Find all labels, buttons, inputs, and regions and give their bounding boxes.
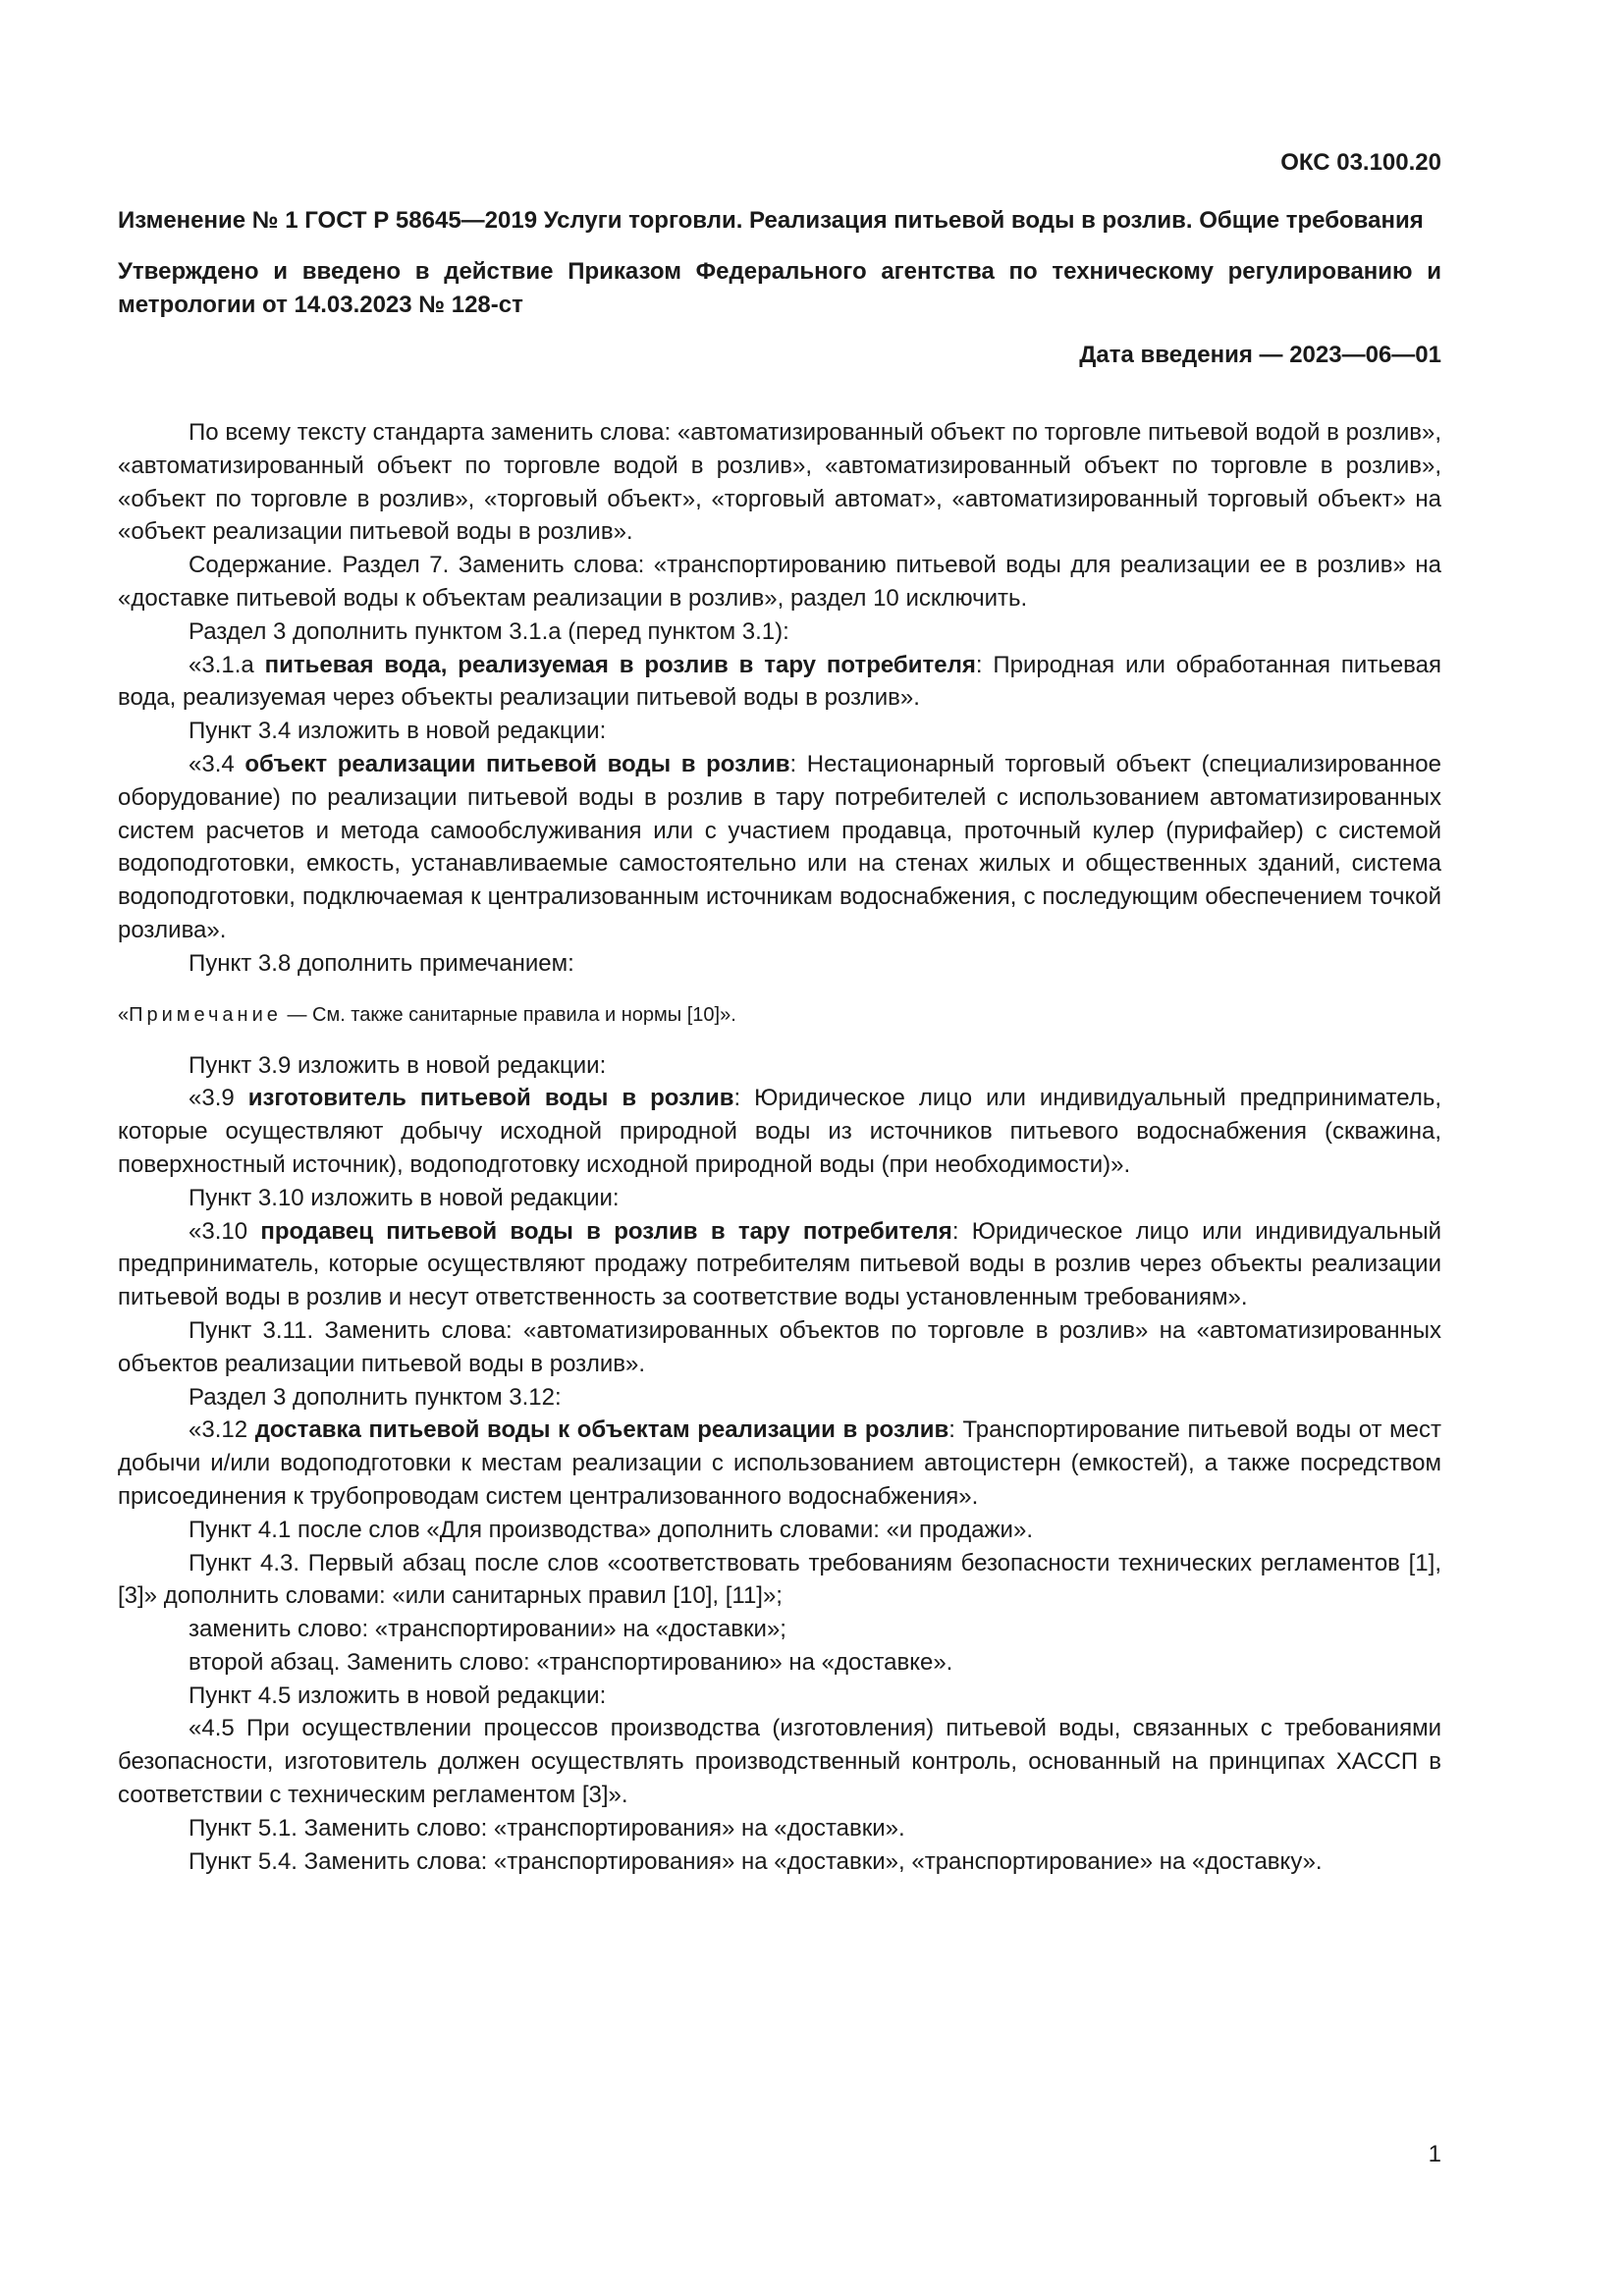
paragraph: Пункт 3.4 изложить в новой редакции: [189,718,607,745]
paragraph: Пункт 5.1. Заменить слово: «транспортирования» на «доставки». [189,1814,905,1842]
term: изготовитель питьевой воды в розлив [247,1085,734,1112]
definition-text: : Транспортирование питьевой воды от мест добычи и/или водоподготовки к местам реализации с использованием автоцистерн (емкостей), а также посредством присоединения к трубопроводам систем централизованного водоснабжения». [118,1416,1441,1510]
note-text: — См. также санитарные правила и нормы [10]». [281,1003,736,1026]
clause-number: «3.10 [189,1217,261,1245]
definition-text: : Нестационарный торговый объект (специализированное оборудование) по реализации питьевой воды в розлив в тару потребителей с использованием автоматизированных систем расчетов и метода самообслуживания или с участием продавца, проточный кулер (пурифайер) с системой водоподготовки, емкость, устанавливаемые самостоятельно или на стенах жилых и общественных зданий, система водоподготовки, подключаемая к централизованным источникам водоснабжения, с последующим обеспечением точкой розлива». [118,750,1441,943]
paragraph: Пункт 4.3. Первый абзац после слов «соответствовать требованиям безопасности технических регламентов [1], [3]» дополнить словами: «или санитарных правил [10], [11]»; [118,1549,1441,1610]
definition-3-4 [118,748,1441,947]
paragraph: Раздел 3 дополнить пунктом 3.12: [189,1383,562,1411]
term: питьевая вода, реализуемая в розлив в тару потребителя [264,651,976,678]
definition-3-1a [118,649,1441,716]
paragraph: Пункт 4.1 после слов «Для производства» дополнить словами: «и продажи». [189,1516,1033,1543]
definition-text: : Юридическое лицо или индивидуальный предприниматель, которые осуществляют продажу потребителям питьевой воды в розлив через объекты реализации питьевой воды в розлив и несут ответственность за соответствие воды установленным требованиям». [118,1217,1442,1311]
clause-number: «3.12 [189,1416,255,1444]
clause-number: «3.4 [189,750,245,777]
paragraph: Пункт 3.9 изложить в новой редакции: [189,1051,607,1079]
definition-3-9 [118,1082,1441,1181]
effective-date: Дата введения — 2023—06—01 [1079,342,1441,368]
clause-number: «3.9 [189,1085,248,1112]
term: объект реализации питьевой воды в розлив [244,750,790,777]
paragraph: Пункт 3.10 изложить в новой редакции: [189,1184,620,1211]
paragraph: «4.5 При осуществлении процессов производства (изготовления) питьевой воды, связанных с требованиями безопасности, изготовитель должен осуществлять производственный контроль, основанный на принципах ХАССП в соответствии с техническим регламентом [3]». [118,1715,1441,1809]
document-page [118,147,1441,1878]
paragraph: Пункт 4.5 изложить в новой редакции: [189,1682,607,1709]
note-label: Примечание [129,1003,282,1026]
document-title: Изменение № 1 ГОСТ Р 58645—2019 Услуги торговли. Реализация питьевой воды в розлив. Общие требования [118,207,1424,234]
paragraph: второй абзац. Заменить слово: «транспортированию» на «доставке». [189,1648,953,1676]
paragraph: Содержание. Раздел 7. Заменить слова: «транспортированию питьевой воды для реализации ее в розлив» на «доставке питьевой воды к объектам реализации в розлив», раздел 10 исключить. [118,552,1441,612]
oks-code: ОКС 03.100.20 [1280,149,1441,176]
paragraph: Пункт 5.4. Заменить слова: «транспортирования» на «доставки», «транспортирование» на «доставку». [189,1847,1323,1875]
paragraph: Пункт 3.8 дополнить примечанием: [189,949,574,977]
term: продавец питьевой воды в розлив в тару потребителя [260,1217,952,1245]
page-number: 1 [1428,2141,1441,2167]
definition-3-10 [118,1215,1441,1314]
definition-text: : Природная или обработанная питьевая вода, реализуемая через объекты реализации питьевой воды в розлив». [118,651,1441,712]
note [118,1000,1441,1030]
paragraph: По всему тексту стандарта заменить слова: «автоматизированный объект по торговле питьевой водой в розлив», «автоматизированный объект по торговле водой в розлив», «автоматизированный объект по торговле в розлив», «объект по торговле в розлив», «торговый объект», «торговый автомат», «автоматизированный торговый объект» на «объект реализации питьевой воды в розлив». [118,419,1441,546]
approval-statement: Утверждено и введено в действие Приказом Федерального агентства по техническому регулированию и метрологии от 14.03.2023 № 128-ст [118,258,1441,318]
paragraph: Раздел 3 дополнить пунктом 3.1.а (перед пунктом 3.1): [189,617,789,645]
term: доставка питьевой воды к объектам реализации в розлив [254,1416,949,1444]
paragraph: Пункт 3.11. Заменить слова: «автоматизированных объектов по торговле в розлив» на «автоматизированных объектов реализации питьевой воды в розлив». [118,1316,1441,1377]
definition-text: : Юридическое лицо или индивидуальный предприниматель, которые осуществляют добычу исходной природной воды из источников питьевого водоснабжения (скважина, поверхностный источник), водоподготовку исходной природной воды (при необходимости)». [118,1085,1442,1178]
definition-3-12 [118,1414,1441,1513]
paragraph: заменить слово: «транспортировании» на «доставки»; [189,1616,786,1643]
note-quote: « [118,1003,130,1026]
clause-number: «3.1.а [189,651,265,678]
